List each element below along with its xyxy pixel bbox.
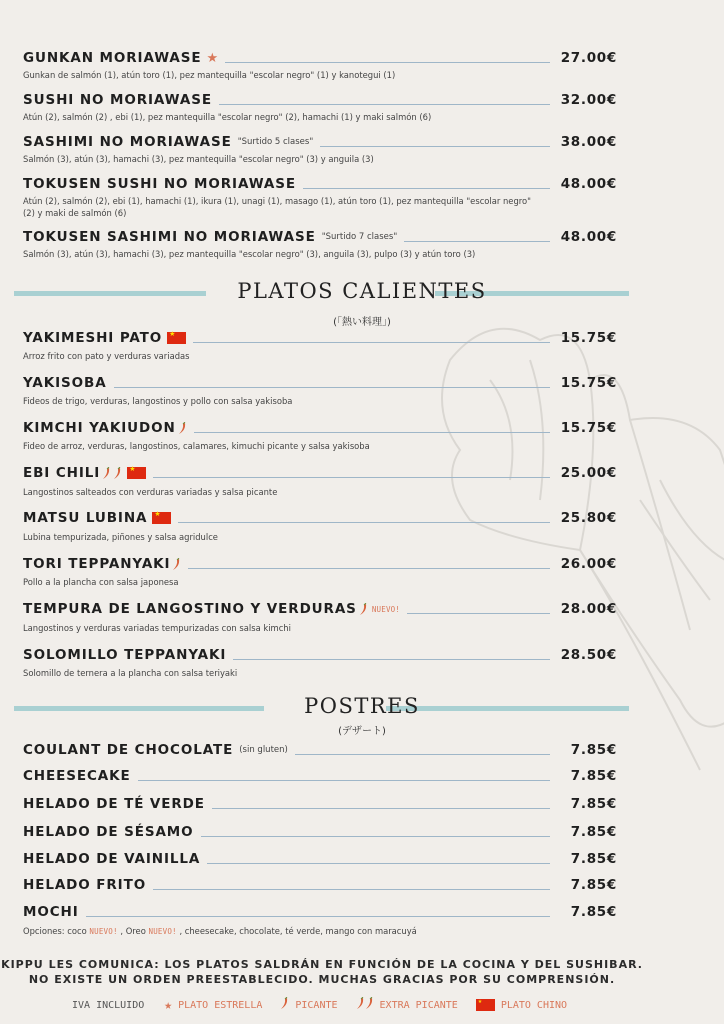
item-name: TORI TEPPANYAKI xyxy=(23,556,171,572)
item-name: YAKIMESHI PATO xyxy=(23,330,163,346)
china-flag-icon xyxy=(167,332,186,344)
item-description: Solomillo de ternera a la plancha con salsa teriyaki xyxy=(23,668,238,678)
item-price: 28.00€ xyxy=(560,601,617,617)
star-icon: ★ xyxy=(206,50,219,66)
item-description: Atún (2), salmón (2), ebi (1), hamachi (1), ikura (1), unagi (1), masago (1), atún toro (1), pez mantequilla "escolar negro" (2) y maki de salmón (6) xyxy=(23,196,531,218)
menu-item xyxy=(23,876,617,894)
options-text: , cheesecake, chocolate, té verde, mango con maracuyá xyxy=(176,926,417,936)
item-note: (sin gluten) xyxy=(239,745,288,755)
section-subtitle-desserts: (デザート) xyxy=(338,726,386,737)
section-title-desserts: POSTRES xyxy=(304,694,420,718)
menu-item xyxy=(23,133,617,151)
menu-item xyxy=(23,228,617,246)
item-price: 25.00€ xyxy=(560,465,617,481)
item-name: COULANT DE CHOCOLATE xyxy=(23,742,234,758)
star-icon: ★ xyxy=(164,997,173,1013)
item-price: 7.85€ xyxy=(570,768,617,784)
item-name: TOKUSEN SUSHI NO MORIAWASE xyxy=(23,176,296,192)
item-price: 15.75€ xyxy=(560,375,617,391)
item-description: Lubina tempurizada, piñones y salsa agridulce xyxy=(23,532,218,542)
menu-item xyxy=(23,175,617,193)
item-name: SOLOMILLO TEPPANYAKI xyxy=(23,647,227,663)
new-badge: NUEVO! xyxy=(371,604,401,614)
leader-line xyxy=(153,889,550,890)
leader-line xyxy=(178,522,550,523)
item-name: EBI CHILI xyxy=(23,465,101,481)
item-price: 27.00€ xyxy=(560,50,617,66)
item-name: SUSHI NO MORIAWASE xyxy=(23,92,212,108)
menu-item xyxy=(23,600,617,618)
item-name: GUNKAN MORIAWASE xyxy=(23,50,202,66)
double-chili-icon xyxy=(356,997,374,1013)
item-description: Fideo de arroz, verduras, langostinos, calamares, kimuchi picante y salsa yakisoba xyxy=(23,441,370,451)
menu-item xyxy=(23,374,617,392)
new-badge: NUEVO! xyxy=(89,927,118,936)
menu-item xyxy=(23,91,617,109)
menu-item xyxy=(23,741,617,759)
item-description: Salmón (3), atún (3), hamachi (3), pez mantequilla "escolar negro" (3), anguila (3), pulpo (3) y atún toro (3) xyxy=(23,249,476,259)
chili-icon xyxy=(102,467,111,480)
item-name: TOKUSEN SASHIMI NO MORIAWASE xyxy=(23,229,316,245)
item-price: 48.00€ xyxy=(560,176,617,192)
leader-line xyxy=(188,568,550,569)
menu-item xyxy=(23,464,617,482)
item-price: 15.75€ xyxy=(560,330,617,346)
leader-line xyxy=(404,241,550,242)
new-badge: NUEVO! xyxy=(148,927,177,936)
chili-icon xyxy=(359,603,368,616)
item-note: "Surtido 5 clases" xyxy=(237,137,314,147)
legend-chili: PICANTE xyxy=(295,999,338,1011)
item-name: HELADO DE VAINILLA xyxy=(23,851,201,867)
item-price: 7.85€ xyxy=(570,796,617,812)
item-price: 38.00€ xyxy=(560,134,617,150)
item-description: Atún (2), salmón (2) , ebi (1), pez mantequilla "escolar negro" (2), hamachi (1) y maki salmón (6) xyxy=(23,112,432,122)
legend-extra: EXTRA PICANTE xyxy=(379,999,458,1011)
item-name: TEMPURA DE LANGOSTINO Y VERDURAS xyxy=(23,601,357,617)
item-name: MOCHI xyxy=(23,904,79,920)
leader-line xyxy=(194,432,550,433)
item-price: 48.00€ xyxy=(560,229,617,245)
leader-line xyxy=(201,836,550,837)
leader-line xyxy=(212,808,550,809)
item-name: SASHIMI NO MORIAWASE xyxy=(23,134,232,150)
leader-line xyxy=(207,863,550,864)
item-name: YAKISOBA xyxy=(23,375,107,391)
leader-line xyxy=(153,477,550,478)
item-price: 7.85€ xyxy=(570,851,617,867)
china-flag-icon xyxy=(476,999,495,1011)
item-price: 28.50€ xyxy=(560,647,617,663)
item-description: Arroz frito con pato y verduras variadas xyxy=(23,351,190,361)
leader-line xyxy=(219,104,550,105)
section-title-hot: PLATOS CALIENTES xyxy=(237,279,487,303)
legend-star: PLATO ESTRELLA xyxy=(178,999,263,1011)
item-price: 15.75€ xyxy=(560,420,617,436)
item-description: Fideos de trigo, verduras, langostinos y pollo con salsa yakisoba xyxy=(23,396,293,406)
item-price: 7.85€ xyxy=(570,742,617,758)
item-description: Gunkan de salmón (1), atún toro (1), pez mantequilla "escolar negro" (1) y kanotegui (1) xyxy=(23,70,396,80)
notice-line-1: KIPPU LES COMUNICA: LOS PLATOS SALDRÁN EN FUNCIÓN DE LA COCINA Y DEL SUSHIBAR. xyxy=(1,958,643,971)
chili-icon xyxy=(113,467,122,480)
section-subtitle-hot: (「熱い料理」) xyxy=(333,317,391,328)
item-price: 7.85€ xyxy=(570,877,617,893)
item-description: Langostinos salteados con verduras variadas y salsa picante xyxy=(23,487,278,497)
item-description: Pollo a la plancha con salsa japonesa xyxy=(23,577,179,587)
leader-line xyxy=(114,387,550,388)
item-name: CHEESECAKE xyxy=(23,768,131,784)
leader-line xyxy=(295,754,550,755)
chili-icon xyxy=(280,997,289,1013)
menu-item xyxy=(23,646,617,664)
leader-line xyxy=(225,62,550,63)
menu-item xyxy=(23,555,617,573)
item-name: MATSU LUBINA xyxy=(23,510,148,526)
menu-item xyxy=(23,329,617,347)
options-text: Opciones: coco xyxy=(23,926,90,936)
china-flag-icon xyxy=(127,467,146,479)
item-price: 7.85€ xyxy=(570,904,617,920)
item-price: 32.00€ xyxy=(560,92,617,108)
menu-item xyxy=(23,419,617,437)
item-description: Langostinos y verduras variadas tempurizadas con salsa kimchi xyxy=(23,623,291,633)
chili-icon xyxy=(178,422,187,435)
menu-item xyxy=(23,795,617,813)
mochi-options xyxy=(23,925,543,938)
leader-line xyxy=(320,146,550,147)
china-flag-icon xyxy=(152,512,171,524)
item-name: HELADO DE SÉSAMO xyxy=(23,824,194,840)
leader-line xyxy=(407,613,550,614)
leader-line xyxy=(233,659,550,660)
item-name: HELADO FRITO xyxy=(23,877,147,893)
leader-line xyxy=(138,780,550,781)
legend-china: PLATO CHINO xyxy=(500,999,568,1011)
legend xyxy=(72,997,579,1013)
item-name: HELADO DE TÉ VERDE xyxy=(23,796,205,812)
item-price: 25.80€ xyxy=(560,510,617,526)
menu-item xyxy=(23,49,617,67)
options-text: , Oreo xyxy=(117,926,149,936)
leader-line xyxy=(86,916,550,917)
menu-item xyxy=(23,509,617,527)
notice-line-2: NO EXISTE UN ORDEN PREESTABLECIDO. MUCHAS GRACIAS POR SU COMPRENSIÓN. xyxy=(28,973,616,986)
menu-item xyxy=(23,767,617,785)
item-price: 26.00€ xyxy=(560,556,617,572)
menu-item xyxy=(23,903,617,921)
item-price: 7.85€ xyxy=(570,824,617,840)
menu-item xyxy=(23,823,617,841)
menu-item xyxy=(23,850,617,868)
leader-line xyxy=(193,342,550,343)
chili-icon xyxy=(172,558,181,571)
legend-iva: IVA INCLUIDO xyxy=(72,999,145,1011)
leader-line xyxy=(303,188,550,189)
item-description: Salmón (3), atún (3), hamachi (3), pez mantequilla "escolar negro" (3) y anguila (3) xyxy=(23,154,374,164)
item-note: "Surtido 7 clases" xyxy=(321,232,398,242)
item-name: KIMCHI YAKIUDON xyxy=(23,420,176,436)
